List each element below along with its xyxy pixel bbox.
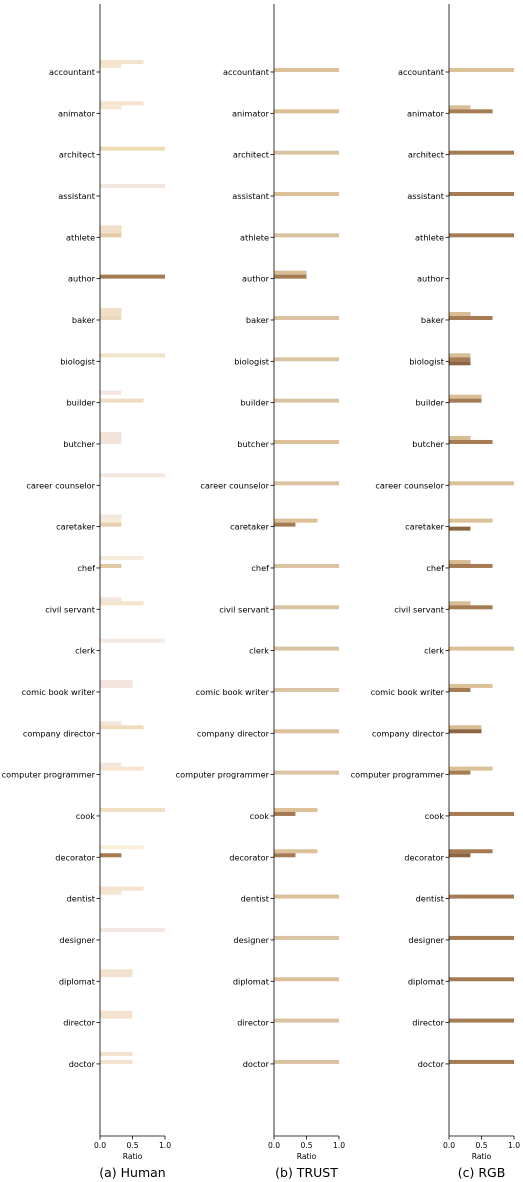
bar	[274, 977, 339, 981]
bar	[100, 928, 165, 932]
bar	[100, 391, 121, 395]
x-tick-label: 1.0	[332, 1141, 346, 1150]
category-label: designer	[233, 934, 269, 945]
bar	[100, 64, 121, 68]
category-label: assistant	[232, 190, 269, 201]
bar	[274, 853, 295, 857]
x-tick-label: 1.0	[158, 1141, 172, 1150]
category-label: company director	[371, 728, 444, 739]
bar	[449, 688, 470, 692]
bar	[449, 767, 493, 771]
category-label: cook	[75, 810, 95, 821]
bar	[449, 647, 514, 651]
bar	[100, 147, 165, 151]
bar	[100, 721, 121, 725]
bar	[449, 481, 514, 485]
bar	[274, 271, 307, 275]
category-label: diplomat	[58, 976, 95, 987]
bar	[100, 767, 144, 771]
category-label: animator	[231, 108, 269, 119]
bar	[100, 684, 133, 688]
category-label: civil servant	[394, 604, 444, 615]
bar	[100, 275, 165, 279]
category-label: company director	[196, 728, 269, 739]
bar	[274, 647, 339, 651]
bar	[100, 432, 121, 436]
bar	[449, 1019, 514, 1023]
bar	[449, 977, 514, 981]
bar	[449, 399, 482, 403]
bar	[100, 808, 165, 812]
category-label: assistant	[58, 190, 95, 201]
bar	[100, 564, 121, 568]
category-label: comic book writer	[370, 686, 444, 697]
bar	[274, 192, 339, 196]
x-tick-label: 0.5	[126, 1141, 139, 1150]
x-tick-label: 1.0	[507, 1141, 521, 1150]
x-axis-title: Ratio	[471, 1152, 492, 1161]
category-label: designer	[59, 934, 95, 945]
bar	[100, 229, 121, 233]
bar	[100, 184, 165, 188]
category-label: butcher	[237, 438, 269, 449]
x-tick-label: 0.5	[475, 1141, 488, 1150]
bar	[449, 527, 470, 531]
category-label: biologist	[409, 356, 444, 367]
bar	[449, 519, 493, 523]
category-label: builder	[240, 397, 269, 408]
bar	[274, 1019, 339, 1023]
bar	[100, 515, 121, 519]
bar	[274, 936, 339, 940]
bar	[449, 395, 482, 399]
category-label: clerk	[424, 645, 444, 656]
bar	[274, 523, 295, 527]
x-tick-label: 0.0	[442, 1141, 456, 1150]
bar	[274, 605, 339, 609]
category-label: doctor	[242, 1058, 269, 1069]
bar	[100, 680, 133, 684]
bar	[274, 808, 318, 812]
category-label: computer programmer	[175, 769, 269, 780]
bar	[100, 601, 144, 605]
bar	[449, 151, 514, 155]
bar	[274, 233, 339, 237]
category-label: biologist	[234, 356, 269, 367]
bar	[449, 440, 493, 444]
bar	[100, 763, 121, 767]
category-label: caretaker	[405, 521, 444, 532]
category-label: decorator	[55, 852, 95, 863]
bar	[100, 399, 144, 403]
bar	[100, 887, 144, 891]
category-label: comic book writer	[195, 686, 269, 697]
category-label: career counselor	[26, 480, 95, 491]
bar	[449, 353, 470, 357]
category-label: doctor	[417, 1058, 444, 1069]
category-label: builder	[66, 397, 95, 408]
category-label: decorator	[404, 852, 444, 863]
category-label: diplomat	[232, 976, 269, 987]
bar	[100, 853, 121, 857]
bar	[100, 1060, 133, 1064]
x-axis-title: Ratio	[122, 1152, 143, 1161]
category-label: career counselor	[200, 480, 269, 491]
category-label: director	[412, 1017, 444, 1028]
bar	[274, 688, 339, 692]
category-label: accountant	[48, 67, 95, 77]
bar	[449, 729, 482, 733]
bar	[274, 895, 339, 899]
bar	[449, 725, 482, 729]
bar	[274, 357, 339, 361]
bar	[100, 597, 121, 601]
bar	[100, 353, 165, 357]
category-label: dentist	[66, 893, 95, 904]
category-label: animator	[406, 108, 444, 119]
category-label: author	[242, 273, 269, 284]
bar	[100, 105, 121, 109]
category-label: athlete	[66, 232, 95, 243]
category-label: author	[417, 273, 444, 284]
bar	[274, 151, 339, 155]
bar	[100, 725, 144, 729]
bar	[100, 1011, 133, 1015]
bar	[100, 312, 121, 316]
bar	[274, 771, 339, 775]
bar	[449, 936, 514, 940]
bar	[449, 361, 470, 365]
x-tick-label: 0.0	[93, 1141, 107, 1150]
x-tick-label: 0.0	[267, 1141, 281, 1150]
bar	[449, 192, 514, 196]
category-label: clerk	[75, 645, 95, 656]
category-label: director	[63, 1017, 95, 1028]
bar	[449, 895, 514, 899]
category-label: chef	[251, 562, 269, 573]
bar	[100, 440, 121, 444]
bar	[100, 519, 121, 523]
bar	[274, 1060, 339, 1064]
category-label: baker	[420, 314, 444, 325]
category-label: career counselor	[375, 480, 444, 491]
bar	[100, 316, 121, 320]
bar	[449, 560, 470, 564]
category-label: clerk	[249, 645, 269, 656]
bar	[449, 771, 470, 775]
x-tick-label: 0.5	[300, 1141, 313, 1150]
category-label: doctor	[68, 1058, 95, 1069]
bar	[100, 1015, 133, 1019]
category-label: computer programmer	[1, 769, 95, 780]
bar	[100, 973, 133, 977]
category-label: company director	[22, 728, 95, 739]
category-label: baker	[71, 314, 95, 325]
category-label: cook	[249, 810, 269, 821]
bar	[274, 519, 318, 523]
category-label: computer programmer	[350, 769, 444, 780]
category-label: decorator	[229, 852, 269, 863]
bar	[449, 684, 493, 688]
category-label: dentist	[415, 893, 444, 904]
bar	[274, 481, 339, 485]
x-axis-title: Ratio	[296, 1152, 317, 1161]
category-label: butcher	[63, 438, 95, 449]
bar	[274, 729, 339, 733]
bar	[100, 556, 144, 560]
bar	[449, 105, 470, 109]
category-label: civil servant	[45, 604, 95, 615]
bar	[449, 357, 470, 361]
bar	[449, 849, 493, 853]
category-label: chef	[426, 562, 444, 573]
category-label: accountant	[397, 67, 444, 77]
category-label: architect	[407, 149, 444, 160]
category-label: assistant	[407, 190, 444, 201]
category-label: architect	[232, 149, 269, 160]
category-label: designer	[408, 934, 444, 945]
bar	[449, 109, 493, 113]
category-label: athlete	[240, 232, 269, 243]
bar	[100, 639, 165, 643]
category-label: caretaker	[56, 521, 95, 532]
bar	[449, 605, 493, 609]
bar	[100, 523, 121, 527]
category-label: architect	[58, 149, 95, 160]
bar	[100, 436, 121, 440]
bar	[100, 233, 121, 237]
bar	[274, 849, 318, 853]
category-label: comic book writer	[21, 686, 95, 697]
bar	[100, 969, 133, 973]
category-label: civil servant	[219, 604, 269, 615]
bar	[449, 601, 470, 605]
category-label: cook	[424, 810, 444, 821]
bar	[449, 1060, 514, 1064]
bar	[274, 440, 339, 444]
bar	[274, 812, 295, 816]
bar	[100, 308, 121, 312]
bar	[449, 564, 493, 568]
bar	[100, 225, 121, 229]
bar	[449, 312, 470, 316]
bar	[100, 60, 144, 64]
panel-caption: (c) RGB	[457, 1165, 506, 1180]
category-label: caretaker	[230, 521, 269, 532]
category-label: director	[237, 1017, 269, 1028]
category-label: baker	[245, 314, 269, 325]
category-label: biologist	[60, 356, 95, 367]
bar	[100, 1052, 133, 1056]
bar	[274, 564, 339, 568]
category-label: athlete	[415, 232, 444, 243]
bar	[274, 275, 307, 279]
panel-caption: (b) TRUST	[275, 1165, 338, 1180]
bar	[274, 316, 339, 320]
bar	[449, 853, 470, 857]
bar	[449, 233, 514, 237]
category-label: dentist	[240, 893, 269, 904]
category-label: author	[68, 273, 95, 284]
bar	[449, 812, 514, 816]
bar	[274, 68, 339, 72]
bar	[449, 316, 493, 320]
bar	[100, 891, 121, 895]
bar	[100, 101, 144, 105]
bar	[274, 399, 339, 403]
category-label: builder	[415, 397, 444, 408]
category-label: diplomat	[407, 976, 444, 987]
category-label: chef	[77, 562, 95, 573]
panel-caption: (a) Human	[99, 1165, 166, 1180]
category-label: animator	[57, 108, 95, 119]
category-label: butcher	[412, 438, 444, 449]
bar	[449, 436, 470, 440]
bar	[100, 845, 144, 849]
bar	[449, 68, 514, 72]
bar	[274, 109, 339, 113]
bar	[100, 473, 165, 477]
category-label: accountant	[222, 67, 269, 77]
